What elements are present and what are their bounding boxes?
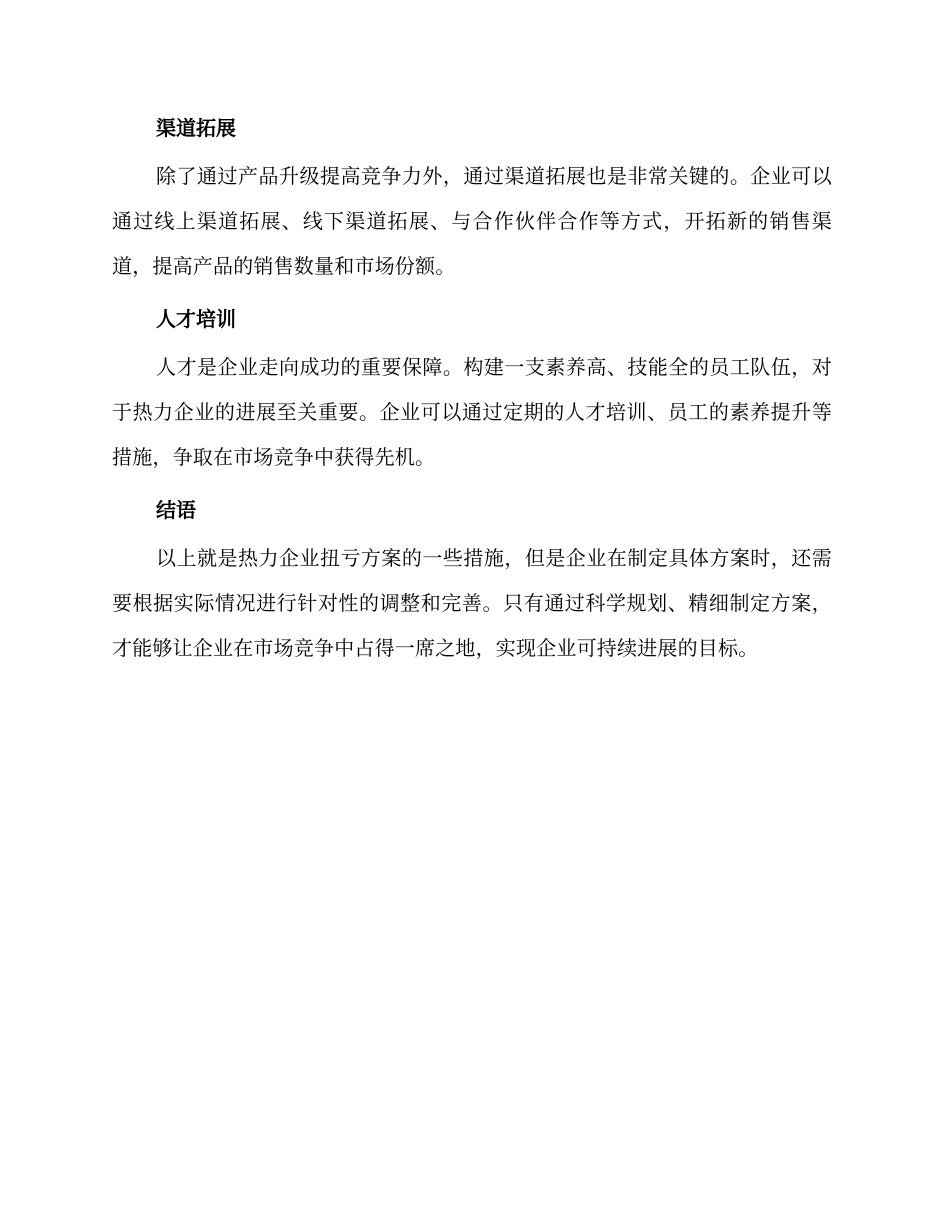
section-body-channel-expansion: 除了通过产品升级提高竞争力外，通过渠道拓展也是非常关键的。企业可以通过线上渠道拓展、线下渠道拓展、与合作伙伴合作等方式，开拓新的销售渠道，提高产品的销售数量和市场份额。	[112, 164, 832, 278]
section-heading-talent-training: 人才培训	[156, 307, 236, 331]
document-page	[112, 110, 832, 683]
section-body-conclusion: 以上就是热力企业扭亏方案的一些措施，但是企业在制定具体方案时，还需要根据实际情况进行针对性的调整和完善。只有通过科学规划、精细制定方案，才能够让企业在市场竞争中占得一席之地，实现企业可持续进展的目标。	[112, 546, 832, 660]
section-heading-channel-expansion: 渠道拓展	[156, 116, 236, 140]
section-heading-conclusion: 结语	[156, 498, 196, 522]
section-body-talent-training: 人才是企业走向成功的重要保障。构建一支素养高、技能全的员工队伍，对于热力企业的进展至关重要。企业可以通过定期的人才培训、员工的素养提升等措施，争取在市场竞争中获得先机。	[112, 355, 832, 469]
